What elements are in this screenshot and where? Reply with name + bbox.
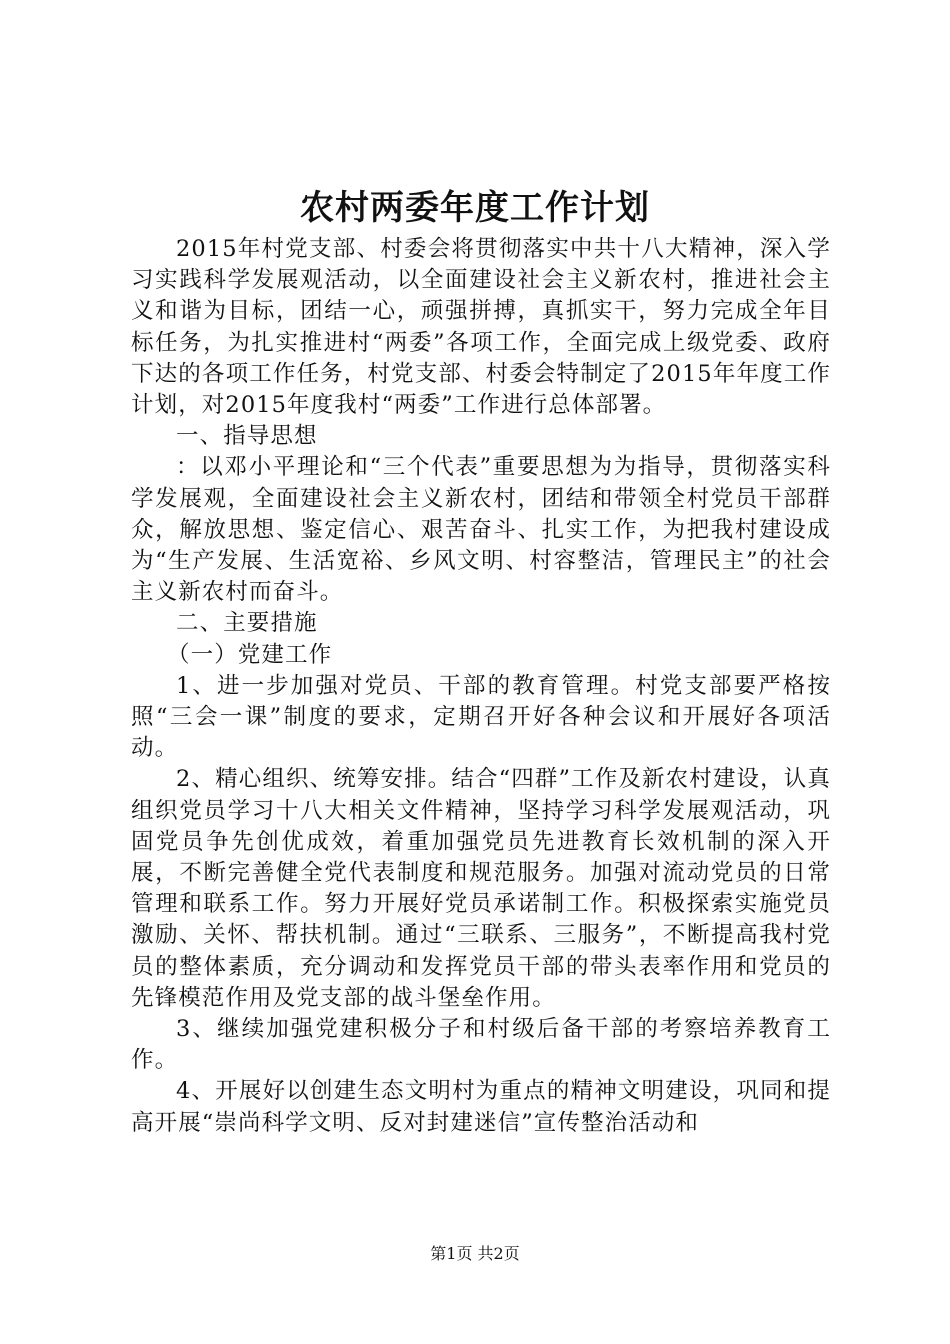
measure-item-4: 4、开展好以创建生态文明村为重点的精神文明建设，巩同和提高开展“崇尚科学文明、反对封建迷信”宣传整治活动和 <box>131 1078 831 1136</box>
page-footer: 第1页 共2页 <box>430 1244 520 1263</box>
document-title: 农村两委年度工作计划 <box>300 188 650 228</box>
intro-paragraph: 2015年村党支部、村委会将贯彻落实中共十八大精神，深入学习实践科学发展观活动，以全面建设社会主义新农村，推进社会主义和谐为目标，团结一心，顽强拼搏，真抓实干，努力完成全年目标任务，为扎实推进村“两委”各项工作，全面完成上级党委、政府下达的各项工作任务，村党支部、村委会特制定了2015年年度工作计划，对2015年度我村“两委”工作进行总体部署。 <box>131 236 831 419</box>
guiding-ideology-paragraph: ：以邓小平理论和“三个代表”重要思想为为指导，贯彻落实科学发展观，全面建设社会主义新农村，团结和带领全村党员干部群众，解放思想、鉴定信心、艰苦奋斗、扎实工作，为把我村建设成为“生产发展、生活宽裕、乡风文明、村容整洁，管理民主”的社会主义新农村而奋斗。 <box>131 454 831 606</box>
measure-item-3: 3、继续加强党建积极分子和村级后备干部的考察培养教育工作。 <box>131 1016 831 1074</box>
document-body <box>131 234 831 1139</box>
section-heading-guiding-ideology: 一、指导思想 <box>176 423 318 450</box>
measure-item-1: 1、进一步加强对党员、干部的教育管理。村党支部要严格按照“三会一课”制度的要求，定期召开好各种会议和开展好各项活动。 <box>131 672 831 762</box>
section-heading-main-measures: 二、主要措施 <box>176 610 318 637</box>
measure-item-2: 2、精心组织、统筹安排。结合“四群”工作及新农村建设，认真组织党员学习十八大相关文件精神，坚持学习科学发展观活动，巩固党员争先创优成效，着重加强党员先进教育长效机制的深入开展，不断完善健全党代表制度和规范服务。加强对流动党员的日常管理和联系工作。努力开展好党员承诺制工作。积极探索实施党员激励、关怀、帮扶机制。通过“三联系、三服务”，不断提高我村党员的整体素质，充分调动和发挥党员干部的带头表率作用和党员的先锋模范作用及党支部的战斗堡垒作用。 <box>131 766 831 1011</box>
subsection-heading-party-building: （一）党建工作 <box>167 641 333 668</box>
